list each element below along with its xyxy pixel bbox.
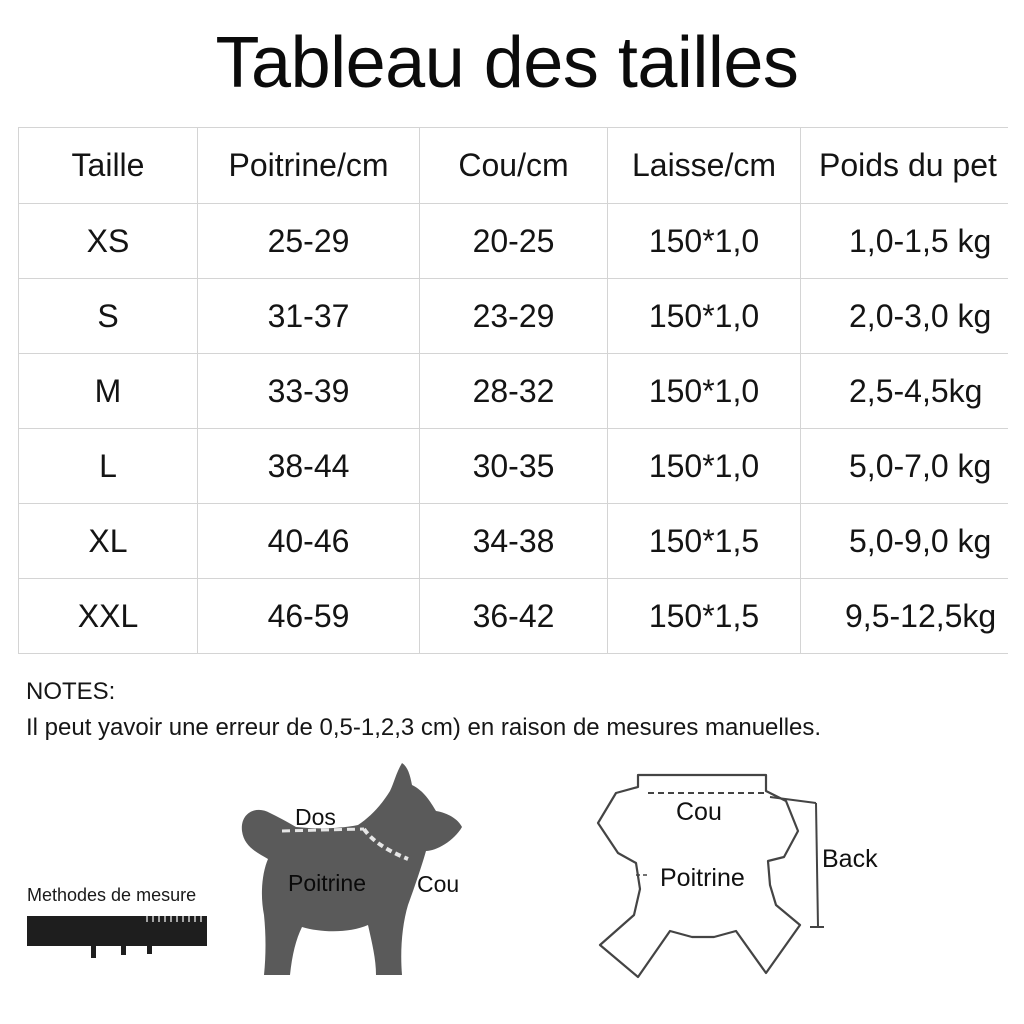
cell-size: XS [19,204,198,279]
cell-chest: 31-37 [198,279,420,354]
cell-weight: 2,0-3,0 kg [801,279,1009,354]
cell-chest: 38-44 [198,429,420,504]
notes-title: NOTES: [26,678,116,705]
size-table [18,127,1008,654]
garment-back-label: Back [822,845,878,873]
cell-size: XL [19,504,198,579]
cell-chest: 46-59 [198,579,420,654]
dog-cou-label: Cou [417,871,460,897]
cell-chest: 40-46 [198,504,420,579]
ruler-icon [27,912,209,960]
cell-leash: 150*1,5 [608,579,801,654]
notes-text: Il peut yavoir une erreur de 0,5-1,2,3 cm) en raison de mesures manuelles. [26,714,822,741]
cell-neck: 20-25 [420,204,608,279]
table-row [19,354,1009,429]
table-row [19,279,1009,354]
cell-size: XXL [19,579,198,654]
cell-size: L [19,429,198,504]
cell-leash: 150*1,0 [608,204,801,279]
table-row [19,429,1009,504]
cell-weight: 2,5-4,5kg [801,354,1009,429]
table-row [19,204,1009,279]
cell-leash: 150*1,5 [608,504,801,579]
header-cou: Cou/cm [420,128,608,204]
dog-dos-label: Dos [295,804,336,830]
table-row [19,504,1009,579]
cell-weight: 9,5-12,5kg [801,579,1009,654]
dog-poitrine-label: Poitrine [288,870,366,896]
table-header-row [19,128,1009,204]
table-row [19,579,1009,654]
header-taille: Taille [19,128,198,204]
method-label: Methodes de mesure [27,885,197,905]
cell-leash: 150*1,0 [608,429,801,504]
cell-neck: 34-38 [420,504,608,579]
cell-size: M [19,354,198,429]
cell-weight: 5,0-7,0 kg [801,429,1009,504]
cell-neck: 28-32 [420,354,608,429]
cell-leash: 150*1,0 [608,279,801,354]
cell-weight: 5,0-9,0 kg [801,504,1009,579]
header-poids: Poids du pet [801,128,1009,204]
size-table-wrapper [18,127,1008,656]
page-title: Tableau des tailles [215,23,799,103]
garment-cou-label: Cou [676,798,722,826]
garment-poitrine-label: Poitrine [660,864,745,892]
header-poitrine: Poitrine/cm [198,128,420,204]
cell-weight: 1,0-1,5 kg [801,204,1009,279]
header-laisse: Laisse/cm [608,128,801,204]
cell-chest: 33-39 [198,354,420,429]
cell-neck: 23-29 [420,279,608,354]
cell-size: S [19,279,198,354]
cell-neck: 30-35 [420,429,608,504]
cell-chest: 25-29 [198,204,420,279]
cell-leash: 150*1,0 [608,354,801,429]
cell-neck: 36-42 [420,579,608,654]
